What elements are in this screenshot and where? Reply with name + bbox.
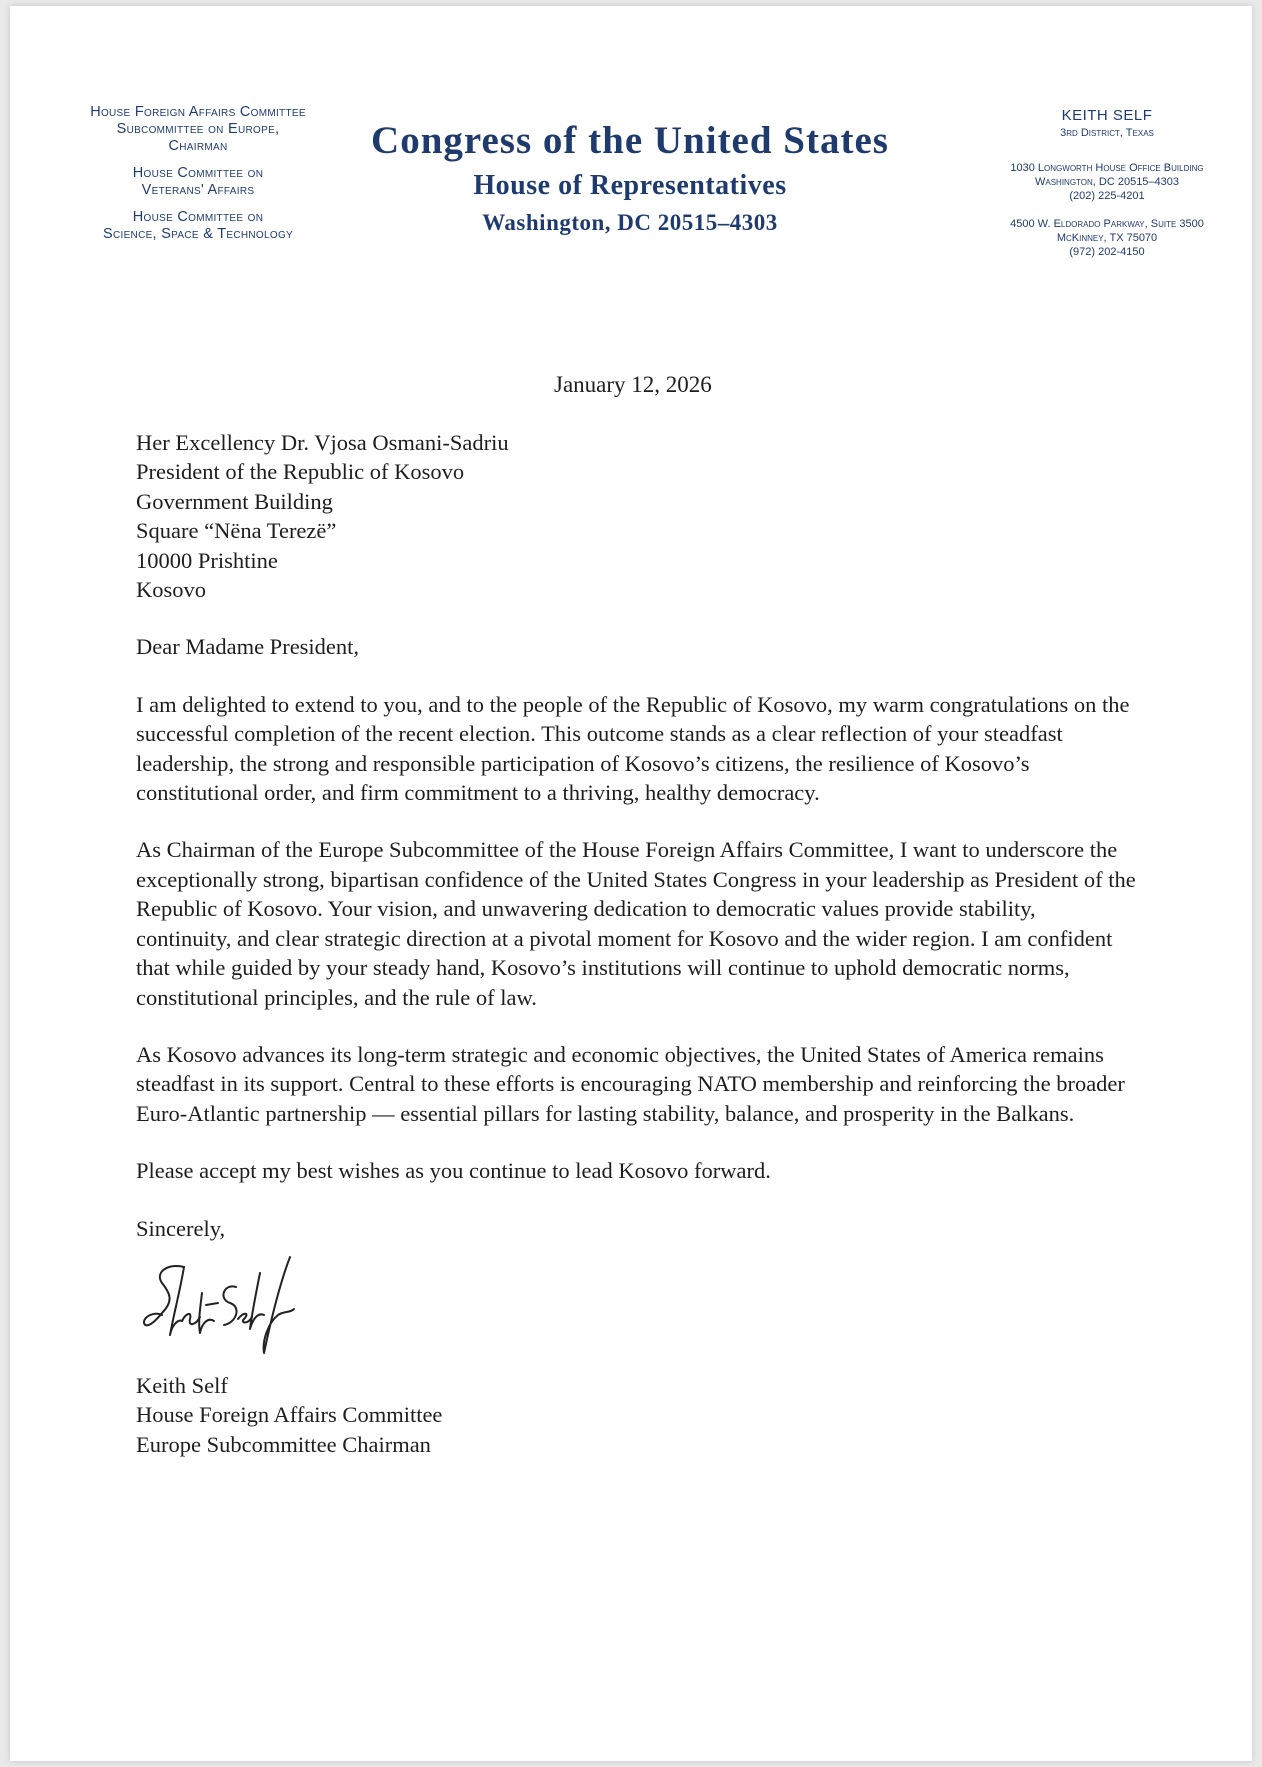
letter-date: January 12, 2026 xyxy=(554,372,712,397)
letterhead xyxy=(350,118,910,236)
address-line: 10000 Prishtine xyxy=(136,547,278,573)
office-line: Washington, DC 20515–4303 xyxy=(1034,176,1180,188)
letterhead-city: Washington, DC 20515–4303 xyxy=(482,210,778,235)
committee-list xyxy=(48,104,348,253)
address-line: Kosovo xyxy=(136,577,207,603)
dc-office xyxy=(962,161,1252,203)
paragraph: As Kosovo advances its long-term strategic and economic objectives, the United States of America remains steadfast in its support. Central to these efforts is encouraging NATO membership and reinforcing the broader Euro-Atlantic partnership — essential pillars for lasting stability, balance, and prosperity in the Balkans. xyxy=(136,1041,1125,1126)
signer-title: Europe Subcommittee Chairman xyxy=(136,1431,431,1457)
paragraph: As Chairman of the Europe Subcommittee of the House Foreign Affairs Committee, I want to underscore the exceptionally strong, bipartisan confidence of the United States Congress in your leadership as President of the Republic of Kosovo. Your vision, and unwavering dedication to democratic values provide stability, continuity, and clear strategic direction at a pivotal moment for Kosovo and the wider region. I am confident that while guided by your steady hand, Kosovo’s institutions will continue to uphold democratic norms, constitutional principles, and the rule of law. xyxy=(136,837,1136,1010)
committee-line: House Committee on xyxy=(132,165,264,181)
office-line: (202) 225-4201 xyxy=(1069,190,1145,202)
member-district: 3rd District, Texas xyxy=(1060,127,1154,139)
salutation: Dear Madame President, xyxy=(136,634,360,660)
committee-line: Veterans' Affairs xyxy=(141,182,255,198)
member-contact xyxy=(962,107,1252,259)
office-line: 1030 Longworth House Office Building xyxy=(1010,162,1204,174)
address-line: Square “Nëna Terezë” xyxy=(136,518,337,544)
committee-line: House Committee on xyxy=(132,209,264,225)
office-line: McKinney, TX 75070 xyxy=(1056,232,1158,244)
signer-title: House Foreign Affairs Committee xyxy=(136,1402,443,1428)
letter-body xyxy=(136,428,1136,1459)
committee-veterans-affairs xyxy=(48,165,348,199)
office-line: (972) 202-4150 xyxy=(1069,246,1145,258)
signature xyxy=(140,1253,320,1363)
letterhead-title: Congress of the United States xyxy=(371,119,889,162)
recipient-address xyxy=(136,428,1136,604)
address-line: President of the Republic of Kosovo xyxy=(136,459,465,485)
district-office xyxy=(962,217,1252,259)
member-name: KEITH SELF xyxy=(1061,107,1153,124)
closing: Sincerely, xyxy=(136,1215,226,1241)
address-line: Her Excellency Dr. Vjosa Osmani-Sadriu xyxy=(136,430,509,455)
paragraph: I am delighted to extend to you, and to the people of the Republic of Kosovo, my warm congratulations on the successful completion of the recent election. This outcome stands as a clear reflection of your steadfast leadership, the strong and responsible participation of Kosovo’s citizens, the resilience of Kosovo’s constitutional order, and firm commitment to a thriving, healthy democracy. xyxy=(136,691,1130,806)
office-line: 4500 W. Eldorado Parkway, Suite 3500 xyxy=(1010,218,1204,230)
committee-line: Science, Space & Technology xyxy=(103,226,293,242)
signature-block xyxy=(136,1243,1136,1371)
committee-line: House Foreign Affairs Committee xyxy=(90,104,306,120)
address-line: Government Building xyxy=(136,488,333,514)
signer-name: Keith Self xyxy=(136,1372,228,1398)
letterhead-house: House of Representatives xyxy=(473,170,787,201)
paragraph: Please accept my best wishes as you continue to lead Kosovo forward. xyxy=(136,1158,771,1184)
signer-block xyxy=(136,1371,1136,1459)
committee-science xyxy=(48,209,348,243)
committee-line: Chairman xyxy=(168,138,228,154)
letter-page xyxy=(10,6,1252,1761)
committee-line: Subcommittee on Europe, xyxy=(116,121,280,137)
committee-foreign-affairs xyxy=(48,104,348,155)
